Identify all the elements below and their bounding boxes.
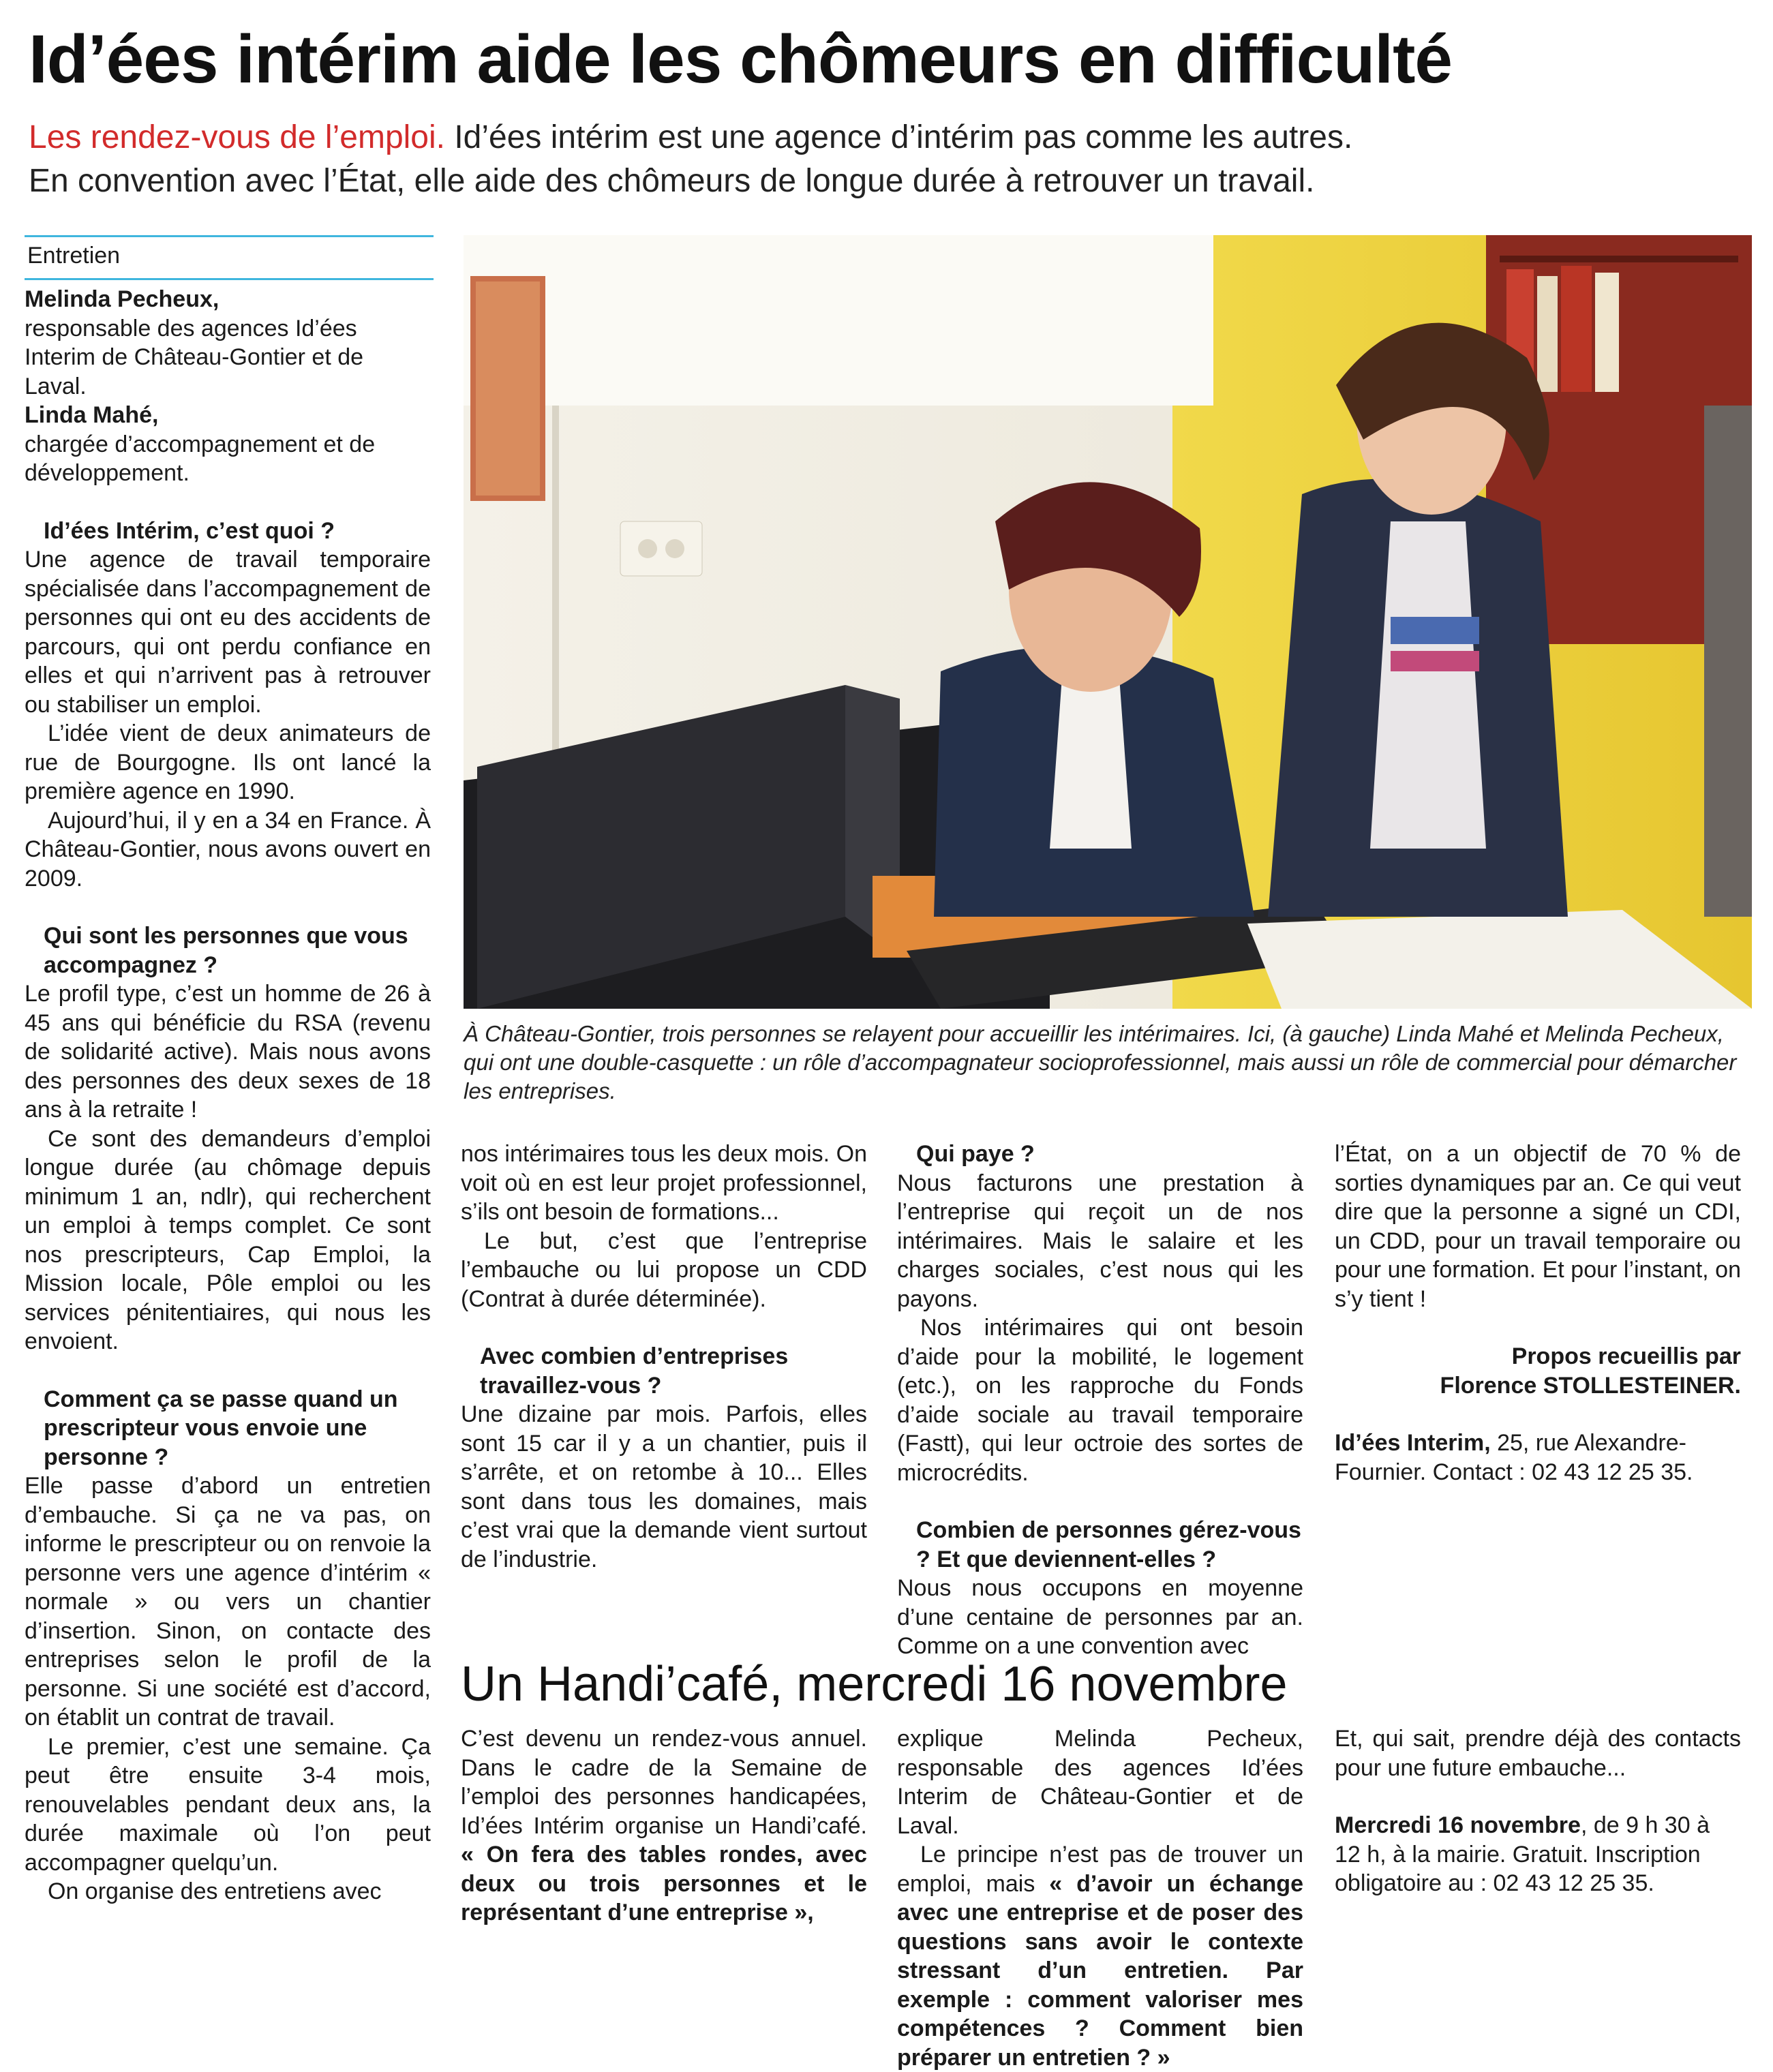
handicafe-title: Un Handi’café, mercredi 16 novembre bbox=[461, 1657, 1288, 1711]
answer-3-p4: Le but, c’est que l’entreprise l’embauche ou lui propose un CDD (Contrat à durée déterminée). bbox=[461, 1228, 867, 1312]
answer-3-p1: Elle passe d’abord un entretien d’embauche. Si ça ne va pas, on informe le prescripteur ou on renvoie la personne vers une agence d’intérim « normale » ou vers un chantier d’insertion. Sinon, on contacte des entreprises selon le profil de la personne. Si une société est d’accord, on établit un contrat de travail. bbox=[25, 1473, 431, 1731]
handicafe-p1 bbox=[461, 1724, 867, 1928]
byline-line-2: Florence STOLLESTEINER. bbox=[1440, 1372, 1741, 1399]
article-photo bbox=[464, 235, 1752, 1009]
question-2: Qui sont les personnes que vous accompagnez ? bbox=[44, 923, 408, 978]
photo-illustration bbox=[464, 235, 1752, 1009]
question-3: Comment ça se passe quand un prescripteur vous envoie une personne ? bbox=[44, 1386, 398, 1470]
answer-6-p1-continued: l’État, on a un objectif de 70 % de sorties dynamiques par an. Ce qui veut dire que la personne a signé un CDI, un CDD, pour un travail temporaire ou pour une formation. Et pour l’instant, on s’y tient ! bbox=[1335, 1141, 1741, 1312]
handicafe-p1-text: C’est devenu un rendez-vous annuel. Dans le cadre de la Semaine de l’emploi des personnes handicapées, Id’ées Intérim organise un Handi’café. bbox=[461, 1726, 867, 1839]
contact-info bbox=[1335, 1429, 1741, 1487]
answer-5-p1: Nous facturons une prestation à l’entreprise qui reçoit un de nos intérimaires. Mais le salaire et les charges sociales, c’est nous qui les payons. bbox=[897, 1170, 1303, 1312]
standfirst-line-2: En convention avec l’État, elle aide des chômeurs de longue durée à retrouver un travail. bbox=[29, 163, 1315, 199]
answer-4-p1: Une dizaine par mois. Parfois, elles sont 15 car il y a un chantier, puis il s’arrête, et on retombe à 10... Elles sont dans tous les domaines, mais c’est vrai que la demande vient surtout de l’industrie. bbox=[461, 1401, 867, 1572]
standfirst-line-1-text: Id’ées intérim est une agence d’intérim pas comme les autres. bbox=[445, 119, 1353, 155]
section-rule-top bbox=[25, 235, 434, 237]
question-4: Avec combien d’entreprises travaillez-vous ? bbox=[480, 1343, 789, 1399]
interviewee-1-name: Melinda Pecheux, bbox=[25, 286, 219, 312]
handicafe-p1-end: explique Melinda Pecheux, responsable des agences Id’ées Interim de Château-Gontier et de Laval. bbox=[897, 1726, 1303, 1839]
column-1 bbox=[25, 285, 431, 1906]
byline-line-1: Propos recueillis par bbox=[1511, 1343, 1741, 1369]
column-2 bbox=[461, 1140, 867, 1574]
contact-text: 25, rue Alexandre-Fournier. Contact : 02 43 12 25 35. bbox=[1335, 1430, 1693, 1485]
section-rule-bottom bbox=[25, 278, 434, 280]
interviewee-2-role: chargée d’accompagnement et de développement. bbox=[25, 431, 376, 486]
question-6: Combien de personnes gérez-vous ? Et que deviennent-elles ? bbox=[916, 1517, 1301, 1572]
question-5: Qui paye ? bbox=[916, 1141, 1035, 1167]
handicafe-p2-text: Le principe n’est pas de trouver un emploi, mais bbox=[897, 1842, 1303, 1897]
answer-6-p1: Nous nous occupons en moyenne d’une centaine de personnes par an. Comme on a une convention avec bbox=[897, 1575, 1303, 1659]
handicafe-p2-quote: « d’avoir un échange avec une entreprise et de poser des questions sans avoir le contexte stressant d’un entretien. Par exemple : comment valoriser mes compétences ? Comment bien préparer un entretien ? » bbox=[897, 1870, 1303, 2071]
answer-2-p2: Ce sont des demandeurs d’emploi longue durée (au chômage depuis minimum 1 an, ndlr), qui recherchent un emploi à temps complet. Ce sont nos prescripteurs, Cap Emploi, la Mission locale, Pôle emploi ou les services pénitentiaires, qui nous les envoient. bbox=[25, 1125, 431, 1354]
standfirst-kicker: Les rendez-vous de l’emploi. bbox=[29, 119, 445, 155]
column-3 bbox=[897, 1140, 1303, 1661]
handicafe-column-1 bbox=[461, 1724, 867, 1928]
section-label: Entretien bbox=[27, 243, 121, 269]
handicafe-practical-info bbox=[1335, 1811, 1741, 1898]
handicafe-column-2 bbox=[897, 1724, 1303, 2072]
interviewee-2-name: Linda Mahé, bbox=[25, 402, 159, 428]
column-4 bbox=[1335, 1140, 1741, 1487]
answer-3-p3: On organise des entretiens avec bbox=[48, 1878, 382, 1904]
handicafe-p2-end: Et, qui sait, prendre déjà des contacts pour une future embauche... bbox=[1335, 1726, 1741, 1781]
answer-3-p2: Le premier, c’est une semaine. Ça peut être ensuite 3-4 mois, renouvelables pendant deux ans, la durée maximale où l’on peut accompagner quelqu’un. bbox=[25, 1733, 431, 1876]
photo-caption: À Château-Gontier, trois personnes se relayent pour accueillir les intérimaires. Ici, (à gauche) Linda Mahé et Melinda Pecheux, qui ont une double-casquette : un rôle d’accompagnateur socioprofessionnel, mais aussi un rôle de commercial pour démarcher les entreprises. bbox=[464, 1021, 1737, 1103]
handicafe-p1-quote: « On fera des tables rondes, avec deux ou trois personnes et le représentant d’une entreprise », bbox=[461, 1842, 867, 1925]
answer-1-p1: Une agence de travail temporaire spécialisée dans l’accompagnement de personnes qui ont eu des accidents de parcours, qui ont perdu confiance en elles et qui n’arrivent pas à retrouver ou stabiliser un emploi. bbox=[25, 547, 431, 718]
headline: Id’ées intérim aide les chômeurs en difficulté bbox=[29, 21, 1452, 97]
interviewee-1-role: responsable des agences Id’ées Interim de Château-Gontier et de Laval. bbox=[25, 315, 364, 399]
answer-1-p2: L’idée vient de deux animateurs de rue de Bourgogne. Ils ont lancé la première agence en 1990. bbox=[25, 720, 431, 804]
question-1: Id’ées Intérim, c’est quoi ? bbox=[44, 517, 335, 544]
answer-3-p3-continued: nos intérimaires tous les deux mois. On voit où en est leur projet professionnel, s’ils ont besoin de formations... bbox=[461, 1141, 867, 1225]
answer-5-p2: Nos intérimaires qui ont besoin d’aide pour la mobilité, le logement (etc.), on les rapproche du Fonds d’aide sociale au travail temporaire (Fastt), qui leur octroie des sortes de microcrédits. bbox=[897, 1315, 1303, 1486]
handicafe-column-3 bbox=[1335, 1724, 1741, 1898]
handicafe-date: Mercredi 16 novembre bbox=[1335, 1812, 1581, 1838]
handicafe-p2 bbox=[897, 1840, 1303, 2072]
answer-1-p3: Aujourd’hui, il y en a 34 en France. À Château-Gontier, nous avons ouvert en 2009. bbox=[25, 807, 431, 892]
answer-2-p1: Le profil type, c’est un homme de 26 à 45 ans qui bénéficie du RSA (revenu de solidarité active). Mais nous avons des personnes des deux sexes de 18 ans à la retraite ! bbox=[25, 981, 431, 1123]
standfirst bbox=[29, 116, 1746, 203]
standfirst-line-1 bbox=[29, 116, 1746, 159]
contact-name: Id’ées Interim, bbox=[1335, 1430, 1491, 1456]
handicafe-details: , de 9 h 30 à 12 h, à la mairie. Gratuit. Inscription obligatoire au : 02 43 12 25 35. bbox=[1335, 1812, 1710, 1896]
